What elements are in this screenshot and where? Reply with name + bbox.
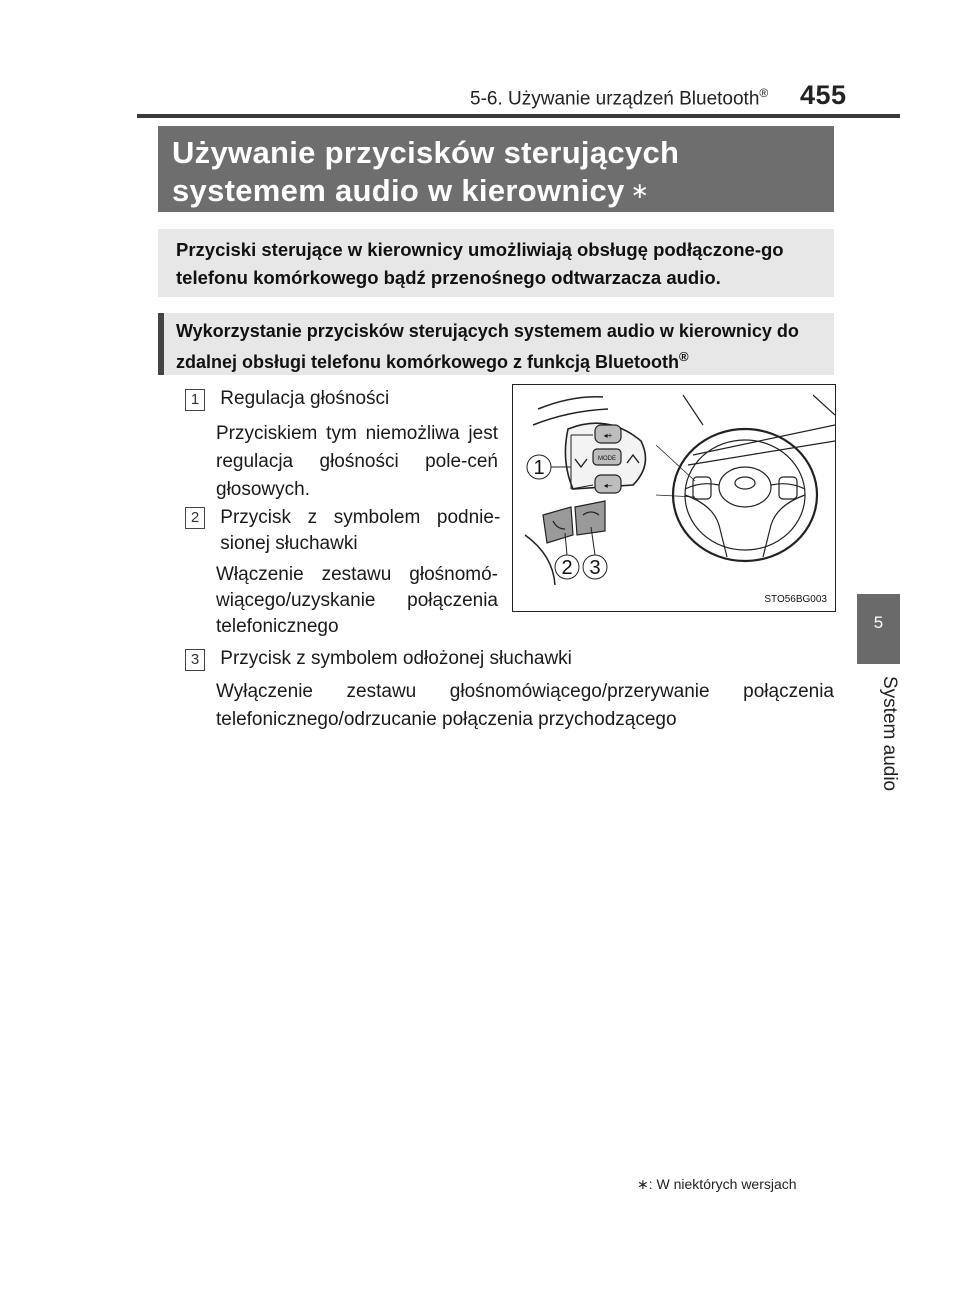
page-number: 455: [800, 80, 847, 110]
item-3-description: Wyłączenie zestawu głośnomówiącego/przerywanie połączenia telefonicznego/odrzucanie połączenia przychodzącego: [216, 681, 834, 730]
section-header: [470, 86, 768, 110]
chapter-number: 5: [873, 613, 884, 632]
item-1-description: Przyciskiem tym niemożliwa jest regulacja głośności pole-ceń głosowych.: [216, 423, 498, 500]
mode-button-label: MODE: [598, 456, 616, 462]
callout-2: 2: [561, 557, 573, 579]
item-1-heading: [185, 386, 389, 411]
title-text: Używanie przycisków sterujących systemem audio w kierownicy: [172, 135, 680, 208]
title-footnote-star: ∗: [630, 178, 650, 203]
item-number: 1: [185, 389, 205, 411]
item-2-heading: [185, 505, 505, 557]
subheading: [176, 318, 830, 375]
footnote-star: ∗: [637, 1176, 649, 1192]
section-title: 5-6. Używanie urządzeń Bluetooth: [470, 88, 760, 110]
figure-code: STO56BG003: [764, 594, 827, 605]
footnote-text: : W niektórych wersjach: [648, 1176, 797, 1192]
footnote: [637, 1176, 797, 1193]
intro-text: Przyciski sterujące w kierownicy umożliwiają obsługę podłączone-go telefonu komórkowego bądź przenośnego odtwarzacza audio.: [176, 239, 784, 288]
chapter-label: System audio: [879, 676, 900, 792]
item-number: 2: [185, 507, 205, 529]
header-rule: [137, 114, 900, 118]
registered-mark: ®: [679, 349, 689, 364]
volume-up-icon: ◂+: [603, 431, 613, 440]
item-3-heading: [185, 646, 572, 671]
subheading-bar: [158, 313, 164, 375]
steering-wheel-figure: [512, 384, 836, 612]
page-title: [172, 134, 832, 210]
item-number: 3: [185, 649, 205, 671]
callout-1: 1: [533, 457, 545, 479]
item-2-description: Włączenie zestawu głośnomó-wiącego/uzyskanie połączenia telefonicznego: [216, 564, 498, 637]
steering-wheel-illustration: [513, 385, 835, 611]
item-label: Przycisk z symbolem podnie-sionej słuchawki: [220, 507, 501, 554]
registered-mark: ®: [759, 86, 769, 100]
callout-3: 3: [589, 557, 601, 579]
volume-down-icon: ◂–: [603, 481, 613, 490]
subheading-text: Wykorzystanie przycisków sterujących systemem audio w kierownicy do zdalnej obsługi telefonu komórkowego z funkcją Bluetooth: [176, 321, 799, 372]
item-label: Przycisk z symbolem odłożonej słuchawki: [220, 648, 572, 669]
item-label: Regulacja głośności: [220, 388, 390, 409]
